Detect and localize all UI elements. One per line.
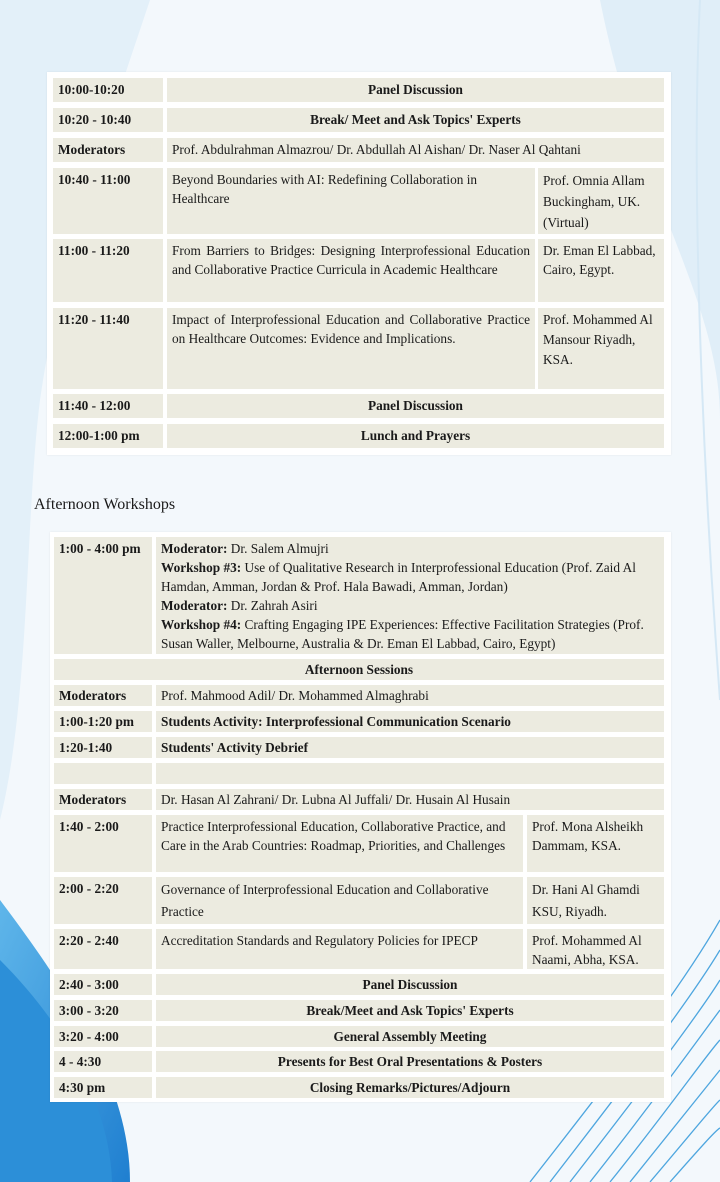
moderators-names: Dr. Hasan Al Zahrani/ Dr. Lubna Al Juffali/ Dr. Husain Al Husain (156, 789, 664, 810)
time-cell: 11:00 - 11:20 (53, 239, 163, 302)
topic-cell: Practice Interprofessional Education, Collaborative Practice, and Care in the Arab Countries: Roadmap, Priorities, and Challenges (156, 815, 523, 872)
table-row-empty (50, 763, 671, 784)
afternoon-workshops-heading: Afternoon Workshops (34, 496, 176, 513)
session-title: General Assembly Meeting (156, 1026, 664, 1047)
empty-cell (156, 763, 664, 784)
time-cell: 12:00-1:00 pm (53, 424, 163, 448)
speaker-cell: Prof. Omnia Allam Buckingham, UK. (Virtual) (538, 168, 664, 234)
moderator-name: Dr. Salem Almujri (227, 541, 329, 556)
table-row (50, 929, 671, 969)
speaker-cell: Prof. Mona Alsheikh Dammam, KSA. (527, 815, 664, 872)
afternoon-schedule-table (50, 532, 671, 1102)
moderators-names: Prof. Abdulrahman Almazrou/ Dr. Abdullah Al Aishan/ Dr. Naser Al Qahtani (167, 138, 664, 162)
table-row (50, 737, 671, 758)
time-cell: 1:00 - 4:00 pm (54, 537, 152, 654)
time-cell: 10:40 - 11:00 (53, 168, 163, 234)
table-row (47, 424, 671, 448)
table-row (50, 815, 671, 872)
table-row (50, 1051, 671, 1072)
speaker-cell: Dr. Eman El Labbad, Cairo, Egypt. (538, 239, 664, 302)
speaker-cell: Dr. Hani Al Ghamdi KSU, Riyadh. (527, 877, 664, 924)
time-cell: 1:40 - 2:00 (54, 815, 152, 872)
time-cell: 2:40 - 3:00 (54, 974, 152, 995)
table-row (50, 711, 671, 732)
session-title: Students Activity: Interprofessional Communication Scenario (156, 711, 664, 732)
time-cell: 11:40 - 12:00 (53, 394, 163, 418)
moderator-label: Moderator: (161, 541, 228, 556)
afternoon-sessions-title: Afternoon Sessions (54, 659, 664, 680)
table-row (47, 108, 671, 132)
time-cell: 11:20 - 11:40 (53, 308, 163, 389)
moderator-line-1 (161, 539, 659, 558)
time-cell: 2:20 - 2:40 (54, 929, 152, 969)
workshop-label: Workshop #3: (161, 560, 242, 575)
table-row (50, 659, 671, 680)
workshop-text: Use of Qualitative Research in Interprofessional Education (Prof. Zaid Al Hamdan, Amman, Jordan & Prof. Hala Bawadi, Amman, Jordan) (161, 560, 636, 594)
table-row-workshops (50, 537, 671, 654)
table-row (47, 394, 671, 418)
workshops-details (156, 537, 664, 654)
table-row (50, 877, 671, 924)
table-row (47, 168, 671, 234)
time-cell: 10:00-10:20 (53, 78, 163, 102)
moderators-names: Prof. Mahmood Adil/ Dr. Mohammed Almaghrabi (156, 685, 664, 706)
table-row (47, 308, 671, 389)
table-row (47, 138, 671, 162)
table-row (50, 1077, 671, 1098)
session-title: Students' Activity Debrief (156, 737, 664, 758)
session-title: Break/Meet and Ask Topics' Experts (156, 1000, 664, 1021)
table-row (50, 1026, 671, 1047)
topic-cell: Governance of Interprofessional Education and Collaborative Practice (156, 877, 523, 924)
table-row (50, 974, 671, 995)
time-cell: 1:20-1:40 (54, 737, 152, 758)
time-cell: 4 - 4:30 (54, 1051, 152, 1072)
table-row (50, 789, 671, 810)
time-cell: 1:00-1:20 pm (54, 711, 152, 732)
session-title: Panel Discussion (167, 78, 664, 102)
moderator-line-2 (161, 596, 659, 615)
time-cell: Moderators (53, 138, 163, 162)
session-title: Break/ Meet and Ask Topics' Experts (167, 108, 664, 132)
workshop-4-line (161, 615, 659, 653)
table-row (47, 239, 671, 302)
time-cell: Moderators (54, 685, 152, 706)
table-row (50, 685, 671, 706)
session-title: Presents for Best Oral Presentations & Posters (156, 1051, 664, 1072)
moderator-name: Dr. Zahrah Asiri (227, 598, 318, 613)
workshop-label: Workshop #4: (161, 617, 242, 632)
session-title: Closing Remarks/Pictures/Adjourn (156, 1077, 664, 1098)
speaker-cell: Prof. Mohammed Al Naami, Abha, KSA. (527, 929, 664, 969)
topic-cell: From Barriers to Bridges: Designing Interprofessional Education and Collaborative Practice Curricula in Academic Healthcare (167, 239, 535, 302)
workshop-text: Crafting Engaging IPE Experiences: Effective Facilitation Strategies (Prof. Susan Waller, Melbourne, Australia & Dr. Eman El Labbad, Cairo, Egypt) (161, 617, 644, 651)
session-title: Lunch and Prayers (167, 424, 664, 448)
session-title: Panel Discussion (156, 974, 664, 995)
topic-cell: Impact of Interprofessional Education and Collaborative Practice on Healthcare Outcomes: Evidence and Implications. (167, 308, 535, 389)
topic-cell: Beyond Boundaries with AI: Redefining Collaboration in Healthcare (167, 168, 535, 234)
table-row (50, 1000, 671, 1021)
morning-schedule-table (47, 72, 671, 455)
topic-cell: Accreditation Standards and Regulatory Policies for IPECP (156, 929, 523, 969)
time-cell: Moderators (54, 789, 152, 810)
session-title: Panel Discussion (167, 394, 664, 418)
time-cell: 3:20 - 4:00 (54, 1026, 152, 1047)
time-cell: 4:30 pm (54, 1077, 152, 1098)
speaker-cell: Prof. Mohammed Al Mansour Riyadh, KSA. (538, 308, 664, 389)
table-row (47, 78, 671, 102)
time-cell (54, 763, 152, 784)
time-cell: 3:00 - 3:20 (54, 1000, 152, 1021)
time-cell: 2:00 - 2:20 (54, 877, 152, 924)
moderator-label: Moderator: (161, 598, 228, 613)
workshop-3-line (161, 558, 659, 596)
time-cell: 10:20 - 10:40 (53, 108, 163, 132)
